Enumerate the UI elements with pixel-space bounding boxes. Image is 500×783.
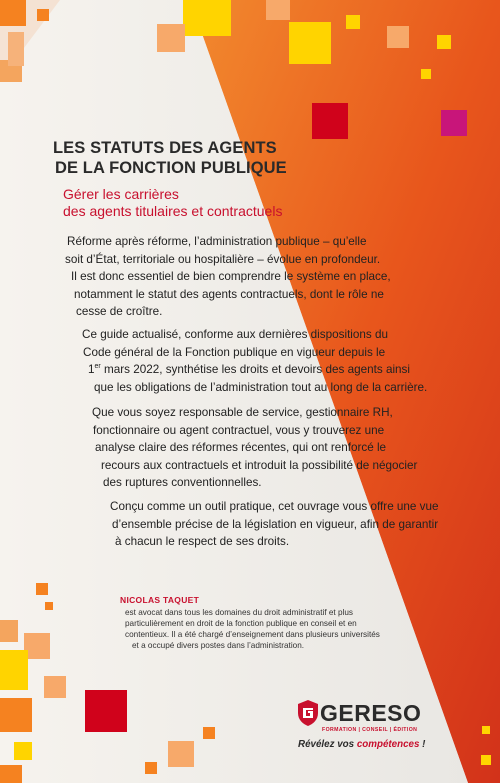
text-line: recours aux contractuels et introduit la possibilité de négocier <box>101 458 418 472</box>
text-line: Il est donc essentiel de bien comprendre le système en place, <box>71 270 391 283</box>
text-line: Que vous soyez responsable de service, gestionnaire RH, <box>92 406 393 419</box>
text-line: Ce guide actualisé, conforme aux dernières dispositions du <box>82 328 388 341</box>
decor-square <box>266 0 290 20</box>
text-line: est avocat dans tous les domaines du droit administratif et plus <box>125 608 354 617</box>
decor-square <box>437 35 451 49</box>
decor-square <box>203 727 215 739</box>
decor-square <box>0 620 18 642</box>
summary-paragraph-1 <box>62 233 391 321</box>
book-subtitle-line: Gérer les carrières <box>63 186 179 202</box>
logo-tagline: FORMATION | CONSEIL | ÉDITION <box>322 727 418 733</box>
decor-square <box>0 765 22 783</box>
summary-paragraph-4 <box>110 498 439 551</box>
superscript: er <box>94 363 101 371</box>
text-line: particulièrement en droit de la fonction publique en conseil et en <box>125 619 357 628</box>
decor-square <box>45 602 53 610</box>
decor-square <box>482 726 490 734</box>
author-name: NICOLAS TAQUET <box>120 595 200 605</box>
text-line: contentieux. Il a été chargé d’enseignement dans plusieurs universités <box>125 630 380 639</box>
text-line: fonctionnaire ou agent contractuel, vous y trouverez une <box>93 423 385 437</box>
text-line: Réforme après réforme, l’administration publique – qu’elle <box>67 235 367 248</box>
decor-square <box>387 26 409 48</box>
publisher-slogan <box>298 739 425 750</box>
text-line: que les obligations de l’administration tout au long de la carrière. <box>94 380 428 394</box>
text-line: et a occupé divers postes dans l’administration. <box>132 641 305 650</box>
decor-square <box>0 650 28 690</box>
decor-square <box>421 69 431 79</box>
book-subtitle-line: des agents titulaires et contractuels <box>63 203 283 219</box>
book-subtitle <box>63 186 282 220</box>
decor-square <box>289 22 331 64</box>
decor-square <box>312 103 348 139</box>
logo-wordmark: GERESO <box>320 700 422 726</box>
book-title-line: DE LA FONCTION PUBLIQUE <box>55 159 287 177</box>
text-line: soit d’État, territoriale ou hospitalière – évolue en profondeur. <box>65 252 381 266</box>
decor-square <box>157 24 185 52</box>
book-title-line: LES STATUTS DES AGENTS <box>53 139 277 157</box>
decor-square <box>168 741 194 767</box>
text-line: analyse claire des réformes récentes, qui ont renforcé le <box>95 441 387 454</box>
decor-square <box>183 0 231 36</box>
decor-square <box>145 762 157 774</box>
text-line: à chacun le respect de ses droits. <box>115 535 290 548</box>
decor-square <box>36 583 48 595</box>
decor-square <box>37 9 49 21</box>
book-title <box>53 138 287 178</box>
decor-square <box>481 755 491 765</box>
publisher-logo <box>298 698 458 738</box>
slogan-suffix: ! <box>419 739 426 750</box>
summary-paragraph-3 <box>92 404 417 492</box>
slogan-highlight: compétences <box>356 739 420 750</box>
text-line: des ruptures conventionnelles. <box>103 476 262 489</box>
text-line: Code général de la Fonction publique en vigueur depuis le <box>83 345 386 359</box>
text-line <box>82 361 427 379</box>
decor-square <box>441 110 467 136</box>
text-fragment: 1 <box>88 363 95 376</box>
decor-square <box>14 742 32 760</box>
decor-square <box>85 690 127 732</box>
text-fragment: mars 2022, synthétise les droits et devoirs des agents ainsi <box>100 363 410 376</box>
text-line: Conçu comme un outil pratique, cet ouvrage vous offre une vue <box>110 500 439 513</box>
text-line: notamment le statut des agents contractuels, dont le rôle ne <box>74 287 384 301</box>
decor-square <box>8 32 24 66</box>
author-bio <box>125 607 380 651</box>
decor-square <box>44 676 66 698</box>
decor-square <box>346 15 360 29</box>
decor-square <box>0 0 26 26</box>
decor-square <box>0 698 32 732</box>
text-line: d’ensemble précise de la législation en vigueur, afin de garantir <box>112 517 439 531</box>
summary-paragraph-2 <box>82 326 427 396</box>
text-line: cesse de croître. <box>76 305 163 318</box>
shield-icon <box>298 700 318 726</box>
slogan-prefix: Révélez vos <box>298 739 357 750</box>
